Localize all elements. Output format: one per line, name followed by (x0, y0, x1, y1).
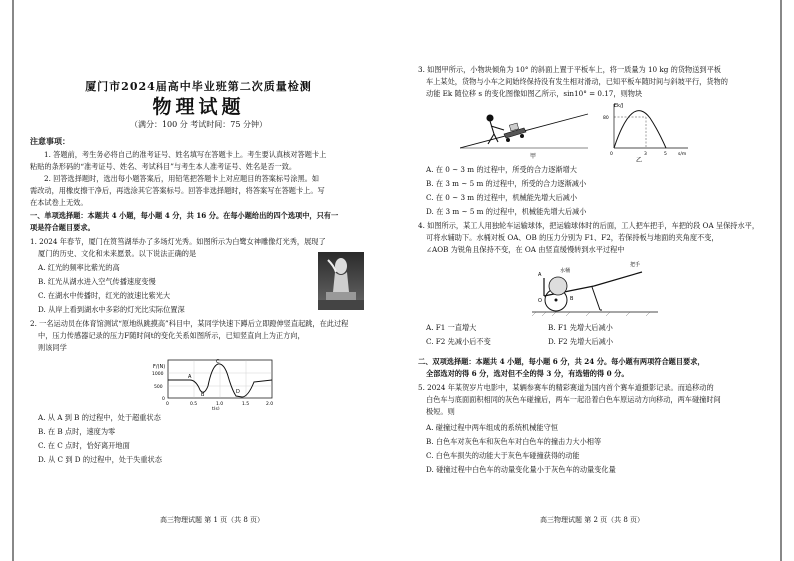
section2-heading-cont: 全部选对的得 6 分，选对但不全的得 3 分，有选错的得 0 分。 (426, 369, 629, 378)
q3-stem: 3. 如图甲所示，小物块倾角为 10° 的斜面上置于平板车上，将一质量为 10 kg 的货物送到平板 (418, 65, 721, 74)
note-2a: 2. 回答选择题时，选出每小题答案后，用铅笔把答题卡上对应题目的答案标号涂黑。如 (44, 174, 320, 183)
q3-option-c: C. 在 0 ~ 3 m 的过程中，机械能先增大后减小 (426, 193, 578, 202)
exam-title: 厦门市2024届高中毕业班第二次质量检测 (85, 80, 312, 93)
q3-stem-cont: 车上某处，货物与小车之间始终保持没有发生相对滑动，已知平板车随时间与斜坡平行，货物的 (426, 77, 728, 86)
q4-option-d: D. F2 先增大后减小 (548, 337, 614, 346)
notes-heading: 注意事项： (30, 136, 70, 146)
q3-graph-xtick-3: 3 (644, 152, 647, 157)
q5-stem: 5. 2024 年某贺岁片电影中，某辆参赛车的精彩赛道为国内首个赛车道摄影记录。而追移动的 (418, 383, 714, 392)
subject-title: 物理试题 (152, 96, 245, 118)
q4-option-b: B. F1 先增大后减小 (548, 323, 613, 332)
q2-graph-xtick-05: 0.5 (190, 402, 198, 407)
q4-label-o: O (538, 298, 542, 304)
q2-option-b: B. 在 B 点时，速度为零 (38, 427, 116, 436)
q1-option-c: C. 在湖水中传播时，红光的波速比紫光大 (38, 291, 171, 300)
q1-statue-photo (318, 252, 364, 310)
q2-point-d: D (236, 389, 240, 395)
q4-option-a: A. F1 一直增大 (426, 323, 477, 332)
q1-option-b: B. 红光从湖水进入空气传播速度变慢 (38, 277, 156, 286)
footer-page-2: 高三物理试题 第 2 页（共 8 页） (540, 516, 645, 524)
q2-stem-cont: 中，压力传感器记录的压力F随时间t的变化关系如图所示，已知竖直向上为正方向， (38, 331, 305, 340)
q5-option-d: D. 碰撞过程中白色车的动量变化量小于灰色车的动量变化量 (426, 465, 616, 474)
q2-graph-ylabel: F/(N) (153, 364, 166, 370)
note-2b: 需改动，用橡皮擦干净后，再选涂其它答案标号。回答非选择题时，将答案写在答题卡上。写 (30, 186, 325, 195)
q3-option-a: A. 在 0 ~ 3 m 的过程中，所受的合力逐渐增大 (426, 165, 577, 174)
q4-stem: 4. 如图所示，某工人用独轮车运输球体，把运输球体时的后面，工人把车把手，车把的段 OA 呈保持水平， (418, 221, 760, 230)
q3-graph-xlabel: s/m (678, 152, 687, 157)
section2-heading: 二、双项选择题：本题共 4 小题，每小题 6 分，共 24 分。每小题有两项符合题目要求， (418, 357, 705, 366)
q2-point-c: C (216, 359, 220, 365)
q3-label-jia: 甲 (530, 153, 537, 160)
q5-option-a: A. 碰撞过程中两车组成的系统机械能守恒 (426, 423, 558, 432)
exam-meta: （满分：100 分 考试时间：75 分钟） (129, 120, 268, 129)
q3-graph-xtick-0: 0 (610, 152, 613, 157)
q2-graph-ytick-1000: 1000 (152, 372, 164, 377)
q1-option-a: A. 红光的频率比紫光的高 (38, 263, 120, 272)
q5-option-c: C. 白色车损失的动能大于灰色车碰撞获得的动能 (426, 451, 580, 460)
q4-label-water: 水桶 (560, 268, 571, 274)
q4-label-handle: 把手 (630, 262, 641, 268)
q5-stem-cont2: 极短。则 (426, 407, 455, 416)
q3-slope-figure (460, 104, 590, 160)
q3-label-yi: 乙 (636, 157, 643, 162)
q2-stem: 2. 一名运动员在体育馆测试“原地纵跳摸高”科目中，某同学快速下蹲后立即蹬伸竖直起跳，在此过程 (30, 319, 349, 328)
q4-stem-cont: 可将水辅助下。水桶对板 OA、OB 的压力分别为 F1、F2，若保持板与地面的夹角度不变， (426, 233, 719, 242)
q2-option-c: C. 在 C 点时，恰好离开地面 (38, 441, 130, 450)
q2-graph-xlabel: t(s) (212, 407, 220, 410)
q2-graph-ytick-500: 500 (154, 385, 163, 390)
q3-option-b: B. 在 3 m ~ 5 m 的过程中，所受的合力逐渐减小 (426, 179, 587, 188)
q3-graph-yvalue: 80 (603, 116, 609, 121)
note-1b: 粘贴的条形码的“准考证号、姓名、考试科目”与考生本人准考证号、姓名是否一致。 (30, 162, 297, 171)
q2-option-d: D. 从 C 到 D 的过程中，处于失重状态 (38, 455, 162, 464)
q4-wheelbarrow-figure (530, 256, 660, 318)
q2-option-a: A. 从 A 到 B 的过程中，处于超重状态 (38, 413, 161, 422)
q4-label-a: A (538, 272, 542, 278)
q3-energy-graph (600, 100, 692, 162)
footer-page-1: 高三物理试题 第 1 页（共 8 页） (160, 516, 265, 524)
q3-graph-xtick-5: 5 (664, 152, 667, 157)
section1-heading: 一、单项选择题：本题共 4 小题，每小题 4 分，共 16 分。在每小题给出的四个选项中，只有一 (30, 211, 339, 220)
q3-stem-cont2: 动能 Ek 随位移 s 的变化图像如图乙所示，sin10° = 0.17，则物块 (426, 89, 643, 98)
q5-stem-cont: 白色车与底面面积相同的灰色车碰撞后，两车一起沿着白色车原运动方向移动，两车碰撞时间 (426, 395, 721, 404)
note-1a: 1. 答题前，考生务必将自己的准考证号、姓名填写在答题卡上。考生要认真核对答题卡上 (44, 150, 327, 159)
section1-heading-cont: 项是符合题目要求。 (30, 223, 95, 232)
q4-stem-cont2: ∠AOB 为锐角且保持不变，在 OA 由竖直缓慢转到水平过程中 (426, 245, 625, 254)
q3-graph-ylabel: Ek/J (614, 103, 624, 109)
note-2c: 在本试卷上无效。 (30, 198, 88, 207)
q1-stem-cont: 厦门的历史、文化和未来愿景。以下说法正确的是 (38, 249, 197, 258)
q1-option-d: D. 从岸上看到湖水中多彩的灯光比实际位置深 (38, 305, 185, 314)
q2-stem-cont2: 则该同学 (38, 343, 67, 352)
q2-point-a: A (188, 374, 192, 380)
q2-graph-ytick-0: 0 (162, 397, 165, 402)
q4-option-c: C. F2 先减小后不变 (426, 337, 491, 346)
q2-force-time-graph (150, 356, 280, 410)
q2-graph-xtick-0: 0 (166, 402, 169, 407)
q5-option-b: B. 白色车对灰色车和灰色车对白色车的撞击力大小相等 (426, 437, 602, 446)
q1-stem: 1. 2024 年春节，厦门在筼筜湖举办了多场灯光秀。如图所示为白鹭女神雕像灯光秀，展现了 (30, 237, 326, 246)
q3-option-d: D. 在 3 m ~ 5 m 的过程中，机械能先增大后减小 (426, 207, 587, 216)
q2-point-b: B (201, 392, 205, 398)
q2-graph-xtick-20: 2.0 (266, 402, 274, 407)
q2-graph-xtick-15: 1.5 (242, 402, 250, 407)
q4-label-b: B (570, 296, 574, 302)
q2-graph-xtick-10: 1.0 (216, 402, 224, 407)
